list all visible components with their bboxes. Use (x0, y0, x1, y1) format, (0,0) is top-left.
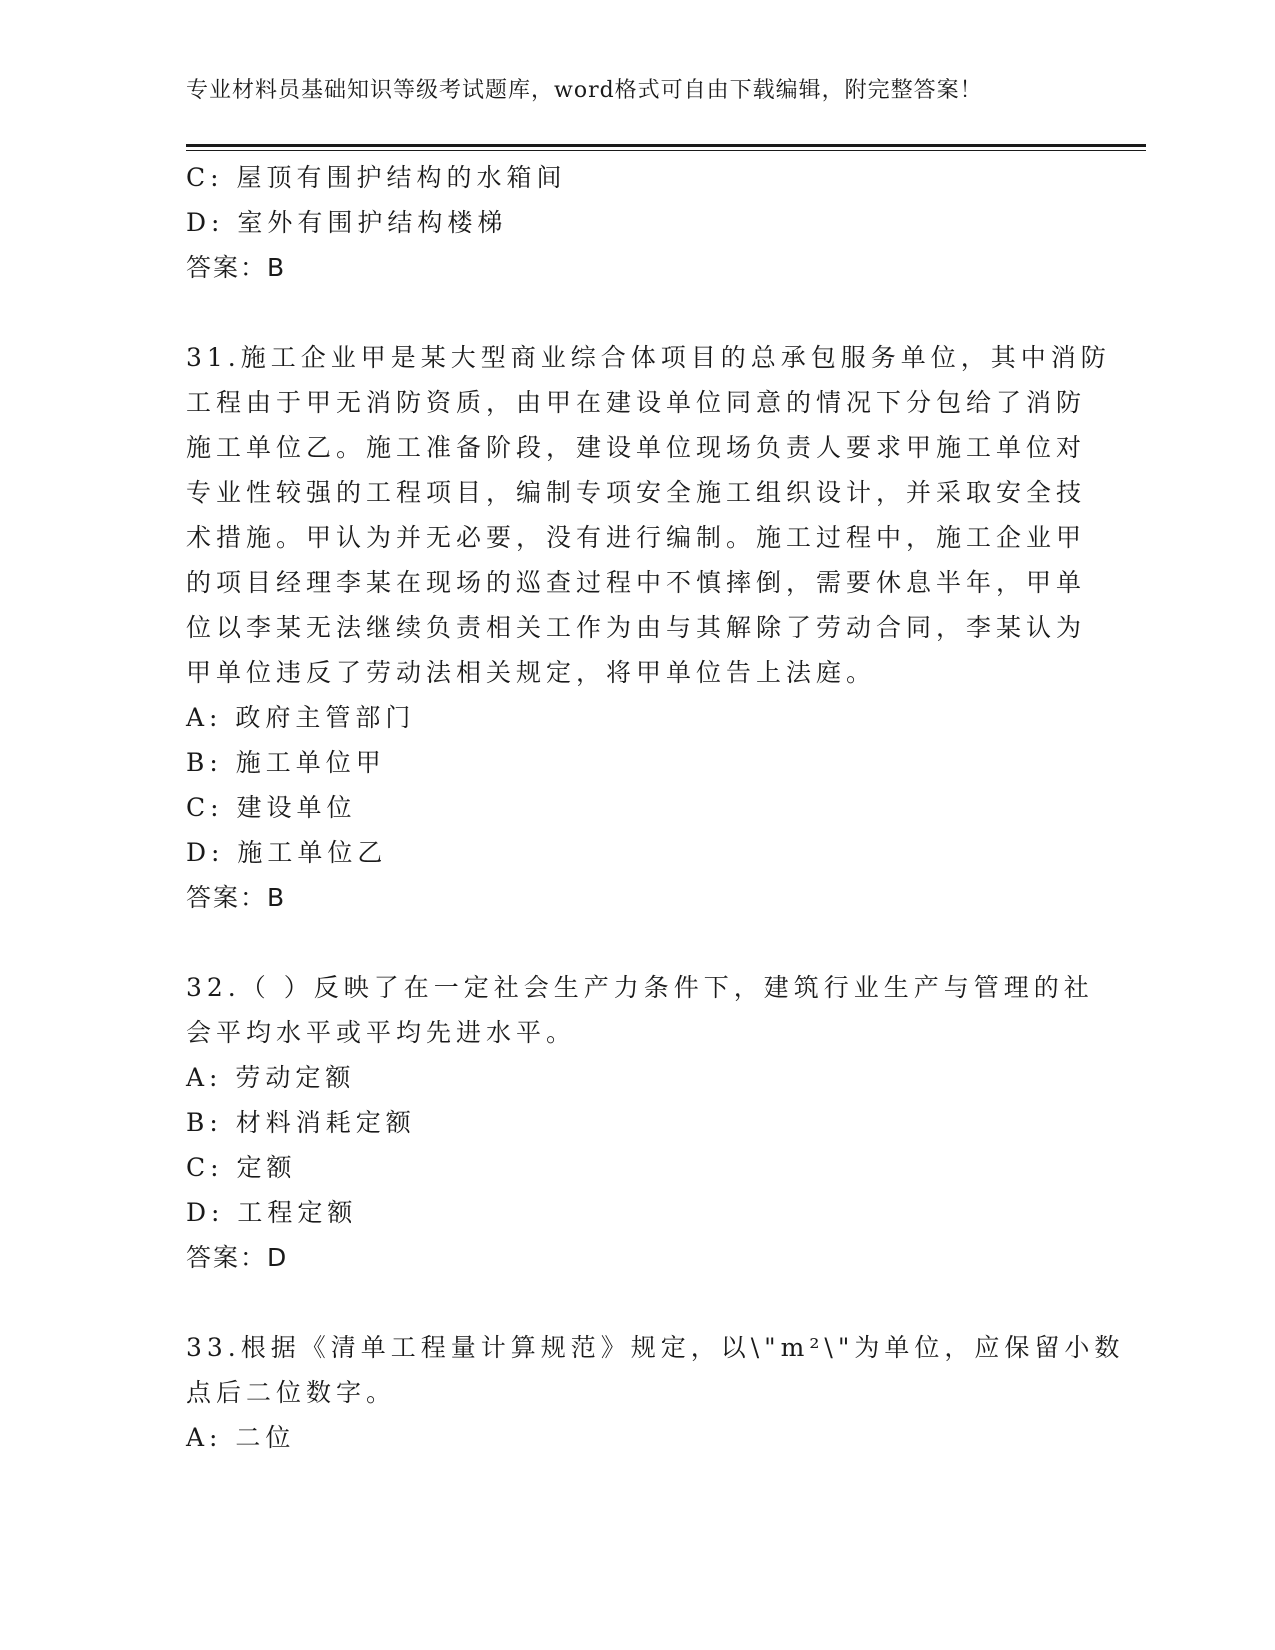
prev-question-tail (186, 155, 1086, 290)
option-d: D: 施工单位乙 (186, 838, 388, 867)
option-a: A: 劳动定额 (186, 1063, 356, 1092)
question-text-line: 甲单位违反了劳动法相关规定，将甲单位告上法庭。 (186, 658, 877, 687)
question-text-line: 31.施工企业甲是某大型商业综合体项目的总承包服务单位，其中消防 (186, 343, 1111, 372)
question-text-line: 32.（ ）反映了在一定社会生产力条件下，建筑行业生产与管理的社 (186, 973, 1094, 1002)
question-text-line: 会平均水平或平均先进水平。 (186, 1018, 577, 1047)
question-text-line: 施工单位乙。施工准备阶段，建设单位现场负责人要求甲施工单位对 (186, 433, 1087, 462)
option-a: A: 政府主管部门 (186, 703, 416, 732)
question-text-line: 的项目经理李某在现场的巡查过程中不慎摔倒，需要休息半年，甲单 (186, 568, 1087, 597)
document-body (186, 155, 1125, 1460)
question-31 (186, 335, 1111, 920)
option-d: D: 室外有围护结构楼梯 (186, 208, 508, 237)
question-text-line: 术措施。甲认为并无必要，没有进行编制。施工过程中，施工企业甲 (186, 523, 1087, 552)
option-a: A: 二位 (186, 1423, 296, 1452)
option-b: B: 施工单位甲 (186, 748, 386, 777)
question-text-line: 点后二位数字。 (186, 1378, 397, 1407)
answer-line: 答案：D (186, 1243, 289, 1272)
option-c: C: 建设单位 (186, 793, 357, 822)
header-rule-thin (186, 150, 1146, 151)
question-text-line: 工程由于甲无消防资质，由甲在建设单位同意的情况下分包给了消防 (186, 388, 1087, 417)
question-32 (186, 965, 1094, 1280)
question-text-line: 33.根据《清单工程量计算规范》规定，以\"m²\"为单位，应保留小数 (186, 1333, 1125, 1362)
header-rule-thick (186, 144, 1146, 147)
question-text-line: 专业性较强的工程项目，编制专项安全施工组织设计，并采取安全技 (186, 478, 1087, 507)
question-33 (186, 1325, 1125, 1460)
option-d: D: 工程定额 (186, 1198, 358, 1227)
option-c: C: 定额 (186, 1153, 297, 1182)
answer-line: 答案：B (186, 883, 287, 912)
answer-line: 答案：B (186, 253, 287, 282)
page-header: 专业材料员基础知识等级考试题库，word格式可自由下载编辑，附完整答案！ (186, 78, 983, 103)
question-text-line: 位以李某无法继续负责相关工作为由与其解除了劳动合同，李某认为 (186, 613, 1087, 642)
option-c: C: 屋顶有围护结构的水箱间 (186, 163, 567, 192)
option-b: B: 材料消耗定额 (186, 1108, 416, 1137)
